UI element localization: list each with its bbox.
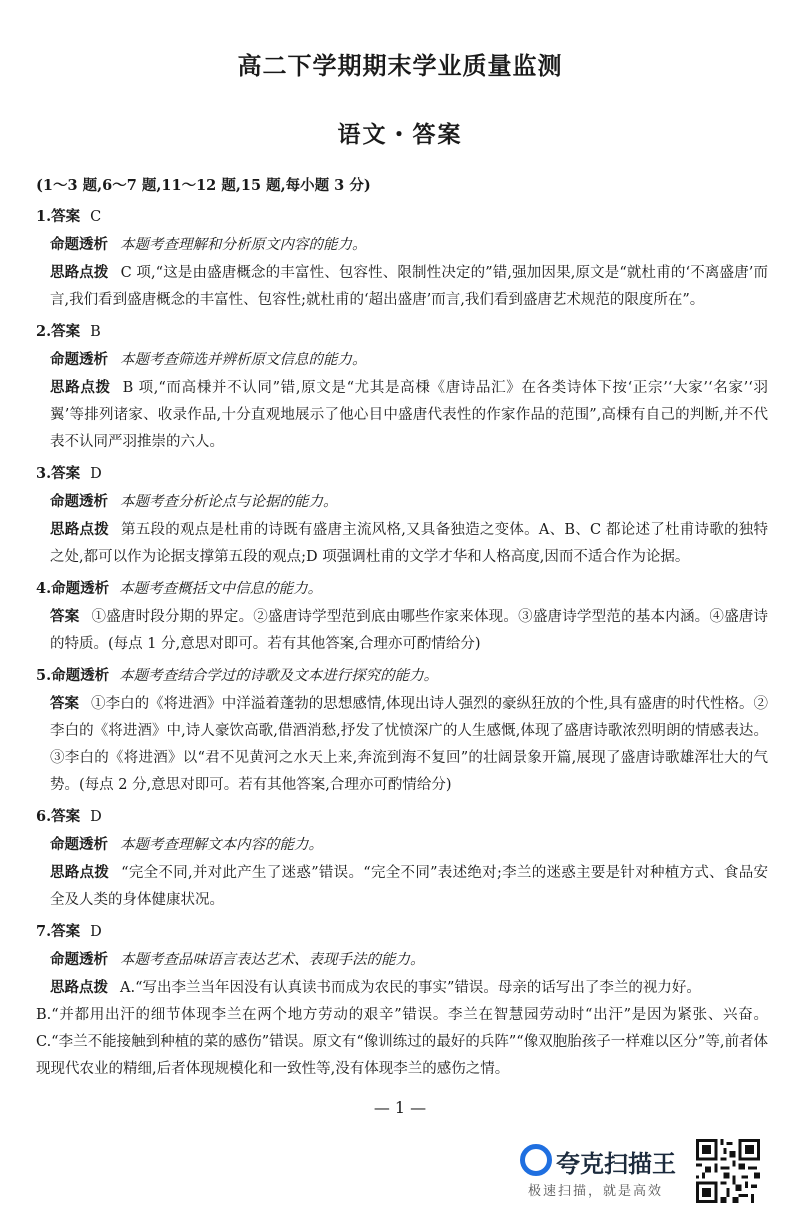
- answer-item-7: [36, 918, 768, 1083]
- answer-value: C: [90, 209, 102, 225]
- scoring-note: (1～3 题,6～7 题,11～12 题,15 题,每小题 3 分): [36, 177, 371, 194]
- row-text: B.“并都用出汗的细节体现李兰在两个地方劳动的艰辛”错误。李兰在智慧园劳动时“出汗”是因为紧张、兴奋。C.“李兰不能接触到种植的菜的感伤”错误。原文有“像训练过的最好的兵阵”“像双胞胎孩子一样难以区分”等,前者体现现代农业的精细,后者体现规模化和一致性等,没有体现李兰的感伤之情。: [36, 1007, 768, 1077]
- document-subtitle: 语文・答案: [337, 122, 463, 148]
- row-text: 本题考查理解和分析原文内容的能力。: [120, 237, 367, 253]
- explanation-row: [36, 859, 768, 914]
- analysis-row: [36, 831, 768, 859]
- explanation-row: [36, 974, 768, 1002]
- question-number: 4.: [36, 580, 52, 597]
- question-header: [36, 460, 768, 488]
- answer-label: 答案: [51, 465, 81, 482]
- row-text: ①盛唐时段分期的界定。②盛唐诗学型范到底由哪些作家来体现。③盛唐诗学型范的基本内涵。④盛唐诗的特质。(每点 1 分,意思对即可。若有其他答案,合理亦可酌情给分): [50, 609, 769, 652]
- analysis-row: [36, 946, 768, 974]
- answer-label: 答案: [51, 808, 81, 825]
- question-number: 3.: [36, 465, 52, 482]
- scanner-watermark: [520, 1138, 760, 1208]
- question-header: [36, 203, 768, 231]
- answer-label: 答案: [51, 208, 81, 225]
- answer-value: D: [90, 809, 102, 825]
- row-label: 答案: [50, 695, 80, 712]
- qr-code-icon: [696, 1138, 760, 1204]
- analysis-row: [36, 346, 768, 374]
- analysis-row: [36, 488, 768, 516]
- answer-row: [36, 690, 768, 799]
- question-number: 1.: [36, 208, 52, 225]
- brand-slogan: 极速扫描，就是高效: [528, 1184, 664, 1199]
- question-header: [36, 803, 768, 831]
- analysis-text: 本题考查结合学过的诗歌及文本进行探究的能力。: [119, 668, 439, 684]
- row-label: 命题透析: [50, 951, 108, 968]
- answer-value: D: [90, 924, 102, 940]
- question-number: 7.: [36, 923, 52, 940]
- answer-row: [36, 603, 768, 658]
- explanation-continued: [36, 1002, 768, 1083]
- explanation-row: [36, 374, 768, 456]
- question-number: 2.: [36, 323, 52, 340]
- answer-item-3: [36, 460, 768, 571]
- question-header: [36, 918, 768, 946]
- row-text: “完全不同,并对此产生了迷惑”错误。“完全不同”表述绝对;李兰的迷惑主要是针对种植方式、食品安全及人类的身体健康状况。: [50, 865, 768, 908]
- analysis-label: 命题透析: [51, 667, 110, 684]
- answer-label: 答案: [51, 923, 81, 940]
- answer-item-2: [36, 318, 768, 456]
- answer-value: D: [90, 466, 102, 482]
- row-label: 命题透析: [50, 836, 108, 853]
- row-text: 本题考查品味语言表达艺术、表现手法的能力。: [120, 952, 425, 968]
- row-label: 思路点拨: [50, 979, 108, 996]
- row-text: B 项,“而高棅并不认同”错,原文是“尤其是高棅《唐诗品汇》在各类诗体下按‘正宗’‘大家’‘名家’‘羽翼’等排列诸家、收录作品,十分直观地展示了他心目中盛唐代表性的作家作品的范围”,高棅有自己的判断,并不代表不认同严羽推崇的六人。: [50, 380, 768, 450]
- document-title: 高二下学期期末学业质量监测: [237, 52, 563, 80]
- row-text: C 项,“这是由盛唐概念的丰富性、包容性、限制性决定的”错,强加因果,原文是“就杜甫的‘不离盛唐’而言,我们看到盛唐概念的丰富性、包容性;就杜甫的‘超出盛唐’而言,我们看到盛唐艺术规范的限度所在”。: [50, 265, 769, 308]
- answer-label: 答案: [51, 323, 81, 340]
- answer-item-4: [36, 575, 768, 658]
- analysis-text: 本题考查概括文中信息的能力。: [119, 581, 323, 597]
- row-text: 本题考查理解文本内容的能力。: [120, 837, 323, 853]
- row-label: 命题透析: [50, 351, 108, 368]
- page-number: — 1 —: [373, 1098, 427, 1117]
- row-text: A.“写出李兰当年因没有认真读书而成为农民的事实”错误。母亲的话写出了李兰的视力好。: [120, 980, 701, 996]
- row-text: 本题考查分析论点与论据的能力。: [120, 494, 338, 510]
- question-number: 6.: [36, 808, 52, 825]
- row-label: 思路点拨: [50, 521, 110, 538]
- answer-item-6: [36, 803, 768, 914]
- quark-logo-icon: [520, 1144, 552, 1176]
- analysis-label: 命题透析: [51, 580, 110, 597]
- explanation-row: [36, 259, 768, 314]
- row-label: 命题透析: [50, 493, 108, 510]
- row-label: 答案: [50, 608, 80, 625]
- explanation-row: [36, 516, 768, 571]
- answer-value: B: [90, 324, 101, 340]
- row-label: 思路点拨: [50, 379, 111, 396]
- row-label: 思路点拨: [50, 264, 109, 281]
- brand-name: 夸克扫描王: [556, 1150, 676, 1178]
- row-text: ①李白的《将进酒》中洋溢着蓬勃的思想感情,体现出诗人强烈的豪纵狂放的个性,具有盛唐的时代性格。②李白的《将进酒》中,诗人豪饮高歌,借酒消愁,抒发了忧愤深广的人生感慨,体现了盛唐诗歌浓烈明朗的情感表达。③李白的《将进酒》以“君不见黄河之水天上来,奔流到海不复回”的壮阔景象开篇,展现了盛唐诗歌雄浑壮大的气势。(每点 2 分,意思对即可。若有其他答案,合理亦可酌情给分): [50, 696, 769, 793]
- answer-content: [36, 172, 768, 1083]
- question-header: [36, 318, 768, 346]
- answer-item-5: [36, 662, 768, 799]
- question-header: [36, 662, 768, 690]
- row-label: 思路点拨: [50, 864, 110, 881]
- analysis-row: [36, 231, 768, 259]
- row-text: 本题考查筛选并辨析原文信息的能力。: [120, 352, 367, 368]
- row-label: 命题透析: [50, 236, 108, 253]
- question-header: [36, 575, 768, 603]
- answer-item-1: [36, 203, 768, 314]
- row-text: 第五段的观点是杜甫的诗既有盛唐主流风格,又具备独造之变体。A、B、C 都论述了杜甫诗歌的独特之处,都可以作为论据支撑第五段的观点;D 项强调杜甫的文学才华和人格高度,因而不适合作为论据。: [50, 522, 769, 565]
- question-number: 5.: [36, 667, 52, 684]
